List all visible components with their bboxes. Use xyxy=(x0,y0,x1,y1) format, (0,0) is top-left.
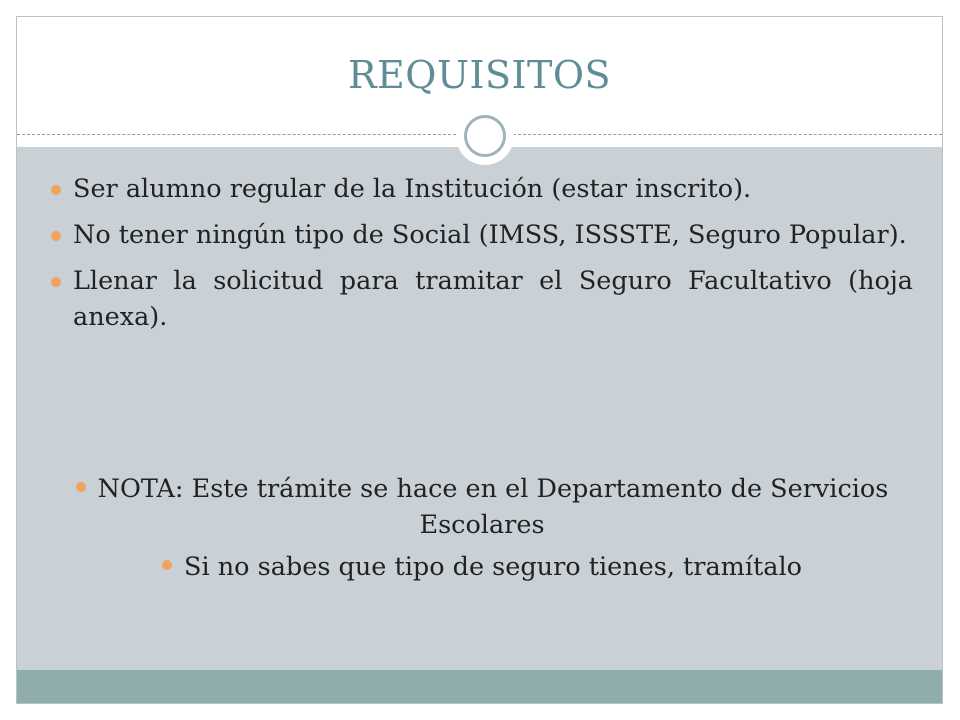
slide-title: REQUISITOS xyxy=(347,53,612,97)
footer-bar xyxy=(17,670,942,703)
bullet-icon xyxy=(76,482,86,492)
note-item xyxy=(51,549,913,585)
note-text: NOTA: Este trámite se hace en el Departamento de Servicios Escolares xyxy=(97,474,889,540)
note-item xyxy=(51,471,913,543)
requirement-item xyxy=(51,217,913,253)
bullet-icon xyxy=(162,560,172,570)
bullet-icon xyxy=(51,277,61,287)
requirement-item xyxy=(51,171,913,207)
requirement-text: Llenar la solicitud para tramitar el Seguro Facultativo (hoja anexa). xyxy=(73,266,913,332)
requirements-list xyxy=(51,171,913,345)
requirement-text: No tener ningún tipo de Social (IMSS, ISSSTE, Seguro Popular). xyxy=(73,220,907,250)
ring-ornament-icon xyxy=(456,107,514,165)
bullet-icon xyxy=(51,185,61,195)
requirement-text: Ser alumno regular de la Institución (estar inscrito). xyxy=(73,174,752,204)
bullet-icon xyxy=(51,231,61,241)
note-text: Si no sabes que tipo de seguro tienes, tramítalo xyxy=(184,552,802,582)
notes-list xyxy=(51,471,913,591)
slide xyxy=(16,16,943,704)
requirement-item xyxy=(51,263,913,335)
